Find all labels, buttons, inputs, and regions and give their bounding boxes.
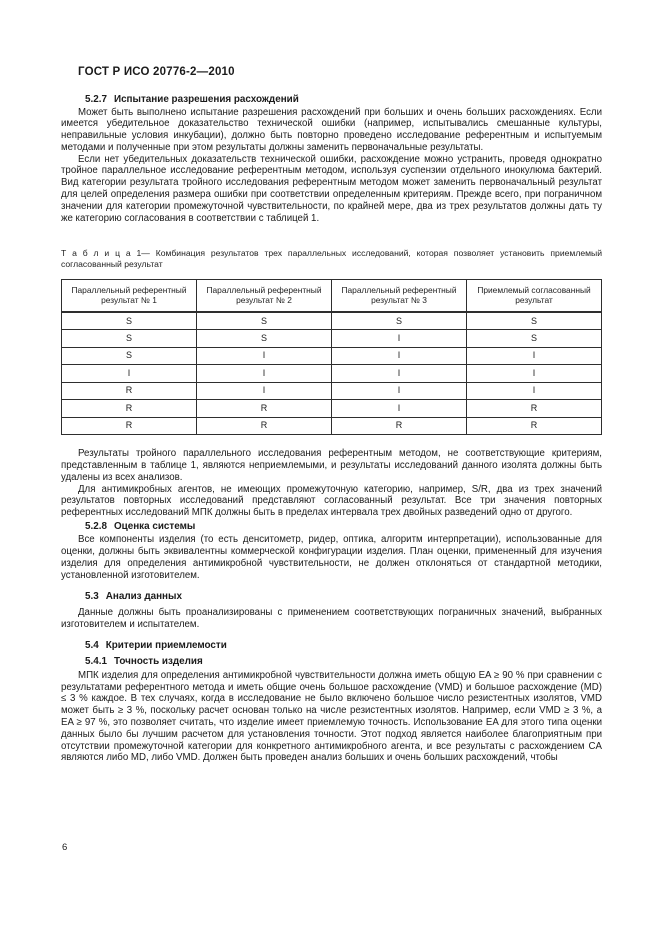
table-row [62, 365, 602, 383]
page-content [61, 66, 602, 764]
section-heading-5-3 [61, 591, 602, 604]
table-cell: R [467, 400, 602, 418]
table-cell: S [62, 330, 197, 348]
table-header-cell: Параллельный референтный результат № 1 [62, 279, 197, 312]
table-cell: I [467, 347, 602, 365]
table-cell: R [62, 400, 197, 418]
table-cell: I [467, 382, 602, 400]
section-number: 5.2.7 [85, 94, 107, 105]
section-title: Испытание разрешения расхождений [113, 94, 299, 105]
table-cell: S [197, 312, 332, 330]
table-cell: I [332, 382, 467, 400]
table-cell: S [62, 312, 197, 330]
table-cell: I [332, 347, 467, 365]
section-title: Критерии приемлемости [105, 639, 227, 651]
section-heading-5-4-1 [61, 656, 602, 669]
table-cell: I [332, 330, 467, 348]
table-head [62, 279, 602, 312]
table-cell: R [62, 382, 197, 400]
section-number: 5.3 [85, 590, 99, 602]
section-number: 5.2.8 [85, 520, 107, 532]
section-number: 5.4 [85, 639, 99, 651]
paragraph: Данные должны быть проанализированы с применением соответствующих пограничных значений, выбранных изготовителем и испытателем. [61, 607, 602, 630]
table-caption-text: Комбинация результатов трех параллельных исследований, которая позволяет установить приемлемый согласованный результат [61, 248, 602, 270]
table-row [62, 347, 602, 365]
table-row [62, 417, 602, 435]
paragraph: Для антимикробных агентов, не имеющих промежуточную категорию, например, S/R, два из трех значений результатов повторных исследований представляют согласованный результат. Все три значения повторных референтных исследований МПК должны быть в пределах интервала трех двойных разведений одно от другого. [61, 483, 602, 519]
section-number: 5.4.1 [85, 656, 107, 668]
table-cell: R [62, 417, 197, 435]
table-cell: I [62, 365, 197, 383]
section-title: Анализ данных [105, 590, 182, 602]
section-heading-5-4 [61, 640, 602, 653]
table-cell: I [197, 365, 332, 383]
table-cell: R [332, 417, 467, 435]
table-cell: I [467, 365, 602, 383]
table-cell: S [332, 312, 467, 330]
table-header-cell: Параллельный референтный результат № 2 [197, 279, 332, 312]
table-cell: I [332, 400, 467, 418]
section-heading-5-2-8 [61, 521, 602, 534]
table-row [62, 382, 602, 400]
running-header: ГОСТ Р ИСО 20776-2—2010 [78, 66, 235, 78]
table-header-cell: Приемлемый согласованный результат [467, 279, 602, 312]
results-table [61, 279, 602, 436]
paragraph: Результаты тройного параллельного исследования референтным методом, не соответствующие критериям, представленным в таблице 1, являются неприемлемыми, и результаты исследований данного изолята должны быть удалены из всех анализов. [61, 448, 602, 483]
table-caption-label: Т а б л и ц а 1— [61, 248, 150, 259]
section-heading-5-2-7 [61, 94, 602, 107]
table-cell: R [197, 417, 332, 435]
table-cell: R [197, 400, 332, 418]
table-body [62, 312, 602, 435]
table-header-row [62, 279, 602, 312]
paragraph: МПК изделия для определения антимикробной чувствительности должна иметь общую EA ≥ 90 % при сравнении с результатами референтного метода и иметь общие очень большое расхождение (VMD) и большое расхождение (MD) ≤ 3 % каждое. В тех случаях, когда в исследование не было включено большое число резистентных изолятов, VMD может быть ≥ 3 %, поскольку расчет основан только на числе резистентных изолятов. Например, если VMD ≥ 3 %, а EA ≥ 97 %, это позволяет считать, что изделие имеет приемлемую точность. Использование EA для этого типа оценки данных было бы лучшим расчетом для установления точности. Этот подход является наиболее благоприятным при отсутствии промежуточной категории для конкретного антимикробного агента, и все результаты с расхождением CA являются либо MD, либо VMD. Должен быть проведен анализ больших и очень больших расхождений, чтобы [61, 669, 602, 764]
paragraph: Все компоненты изделия (то есть денситометр, ридер, оптика, алгоритм интерпретации), использованные для оценки, должны быть эквивалентны коммерческой конфигурации изделия. План оценки, примененный для изучения изделия для определения антимикробной чувствительности, не должен отклоняться от стандартной методики, установленной изготовителем. [61, 534, 602, 581]
table-cell: S [62, 347, 197, 365]
paragraph: Если нет убедительных доказательств технической ошибки, расхождение можно устранить, проведя однократно тройное параллельное исследование референтным методом, используя суспензии отдельного инокулюма бактерий. Вид категории результата тройного исследования референтным методом может заменить первоначальный результат для целей определения размера ошибки при соответствии определенным критериям. Прежде всего, при пограничном значении для категории промежуточной чувствительности, по крайней мере, два из трех результатов должны дать ту же категорию согласования в соответствии с таблицей 1. [61, 153, 602, 224]
table-cell: I [197, 382, 332, 400]
section-title: Точность изделия [113, 656, 203, 668]
table-cell: S [467, 312, 602, 330]
table-cell: I [332, 365, 467, 383]
table-header-cell: Параллельный референтный результат № 3 [332, 279, 467, 312]
table-cell: R [467, 417, 602, 435]
table-cell: I [197, 347, 332, 365]
paragraph: Может быть выполнено испытание разрешения расхождений при больших и очень больших расхождениях. Если имеется убедительное доказательство технической ошибки (например, испытывались смешанные культуры, неправильные условия инкубации), должно быть повторно проведено исследование референтным и испытуемым методами и полученные при этом результаты должны заменить первоначальные результаты. [61, 106, 602, 153]
table-row [62, 312, 602, 330]
table-row [62, 400, 602, 418]
section-title: Оценка системы [113, 520, 196, 532]
page-number: 6 [62, 842, 68, 853]
table-cell: S [197, 330, 332, 348]
table-cell: S [467, 330, 602, 348]
table-caption [61, 248, 602, 270]
table-row [62, 330, 602, 348]
